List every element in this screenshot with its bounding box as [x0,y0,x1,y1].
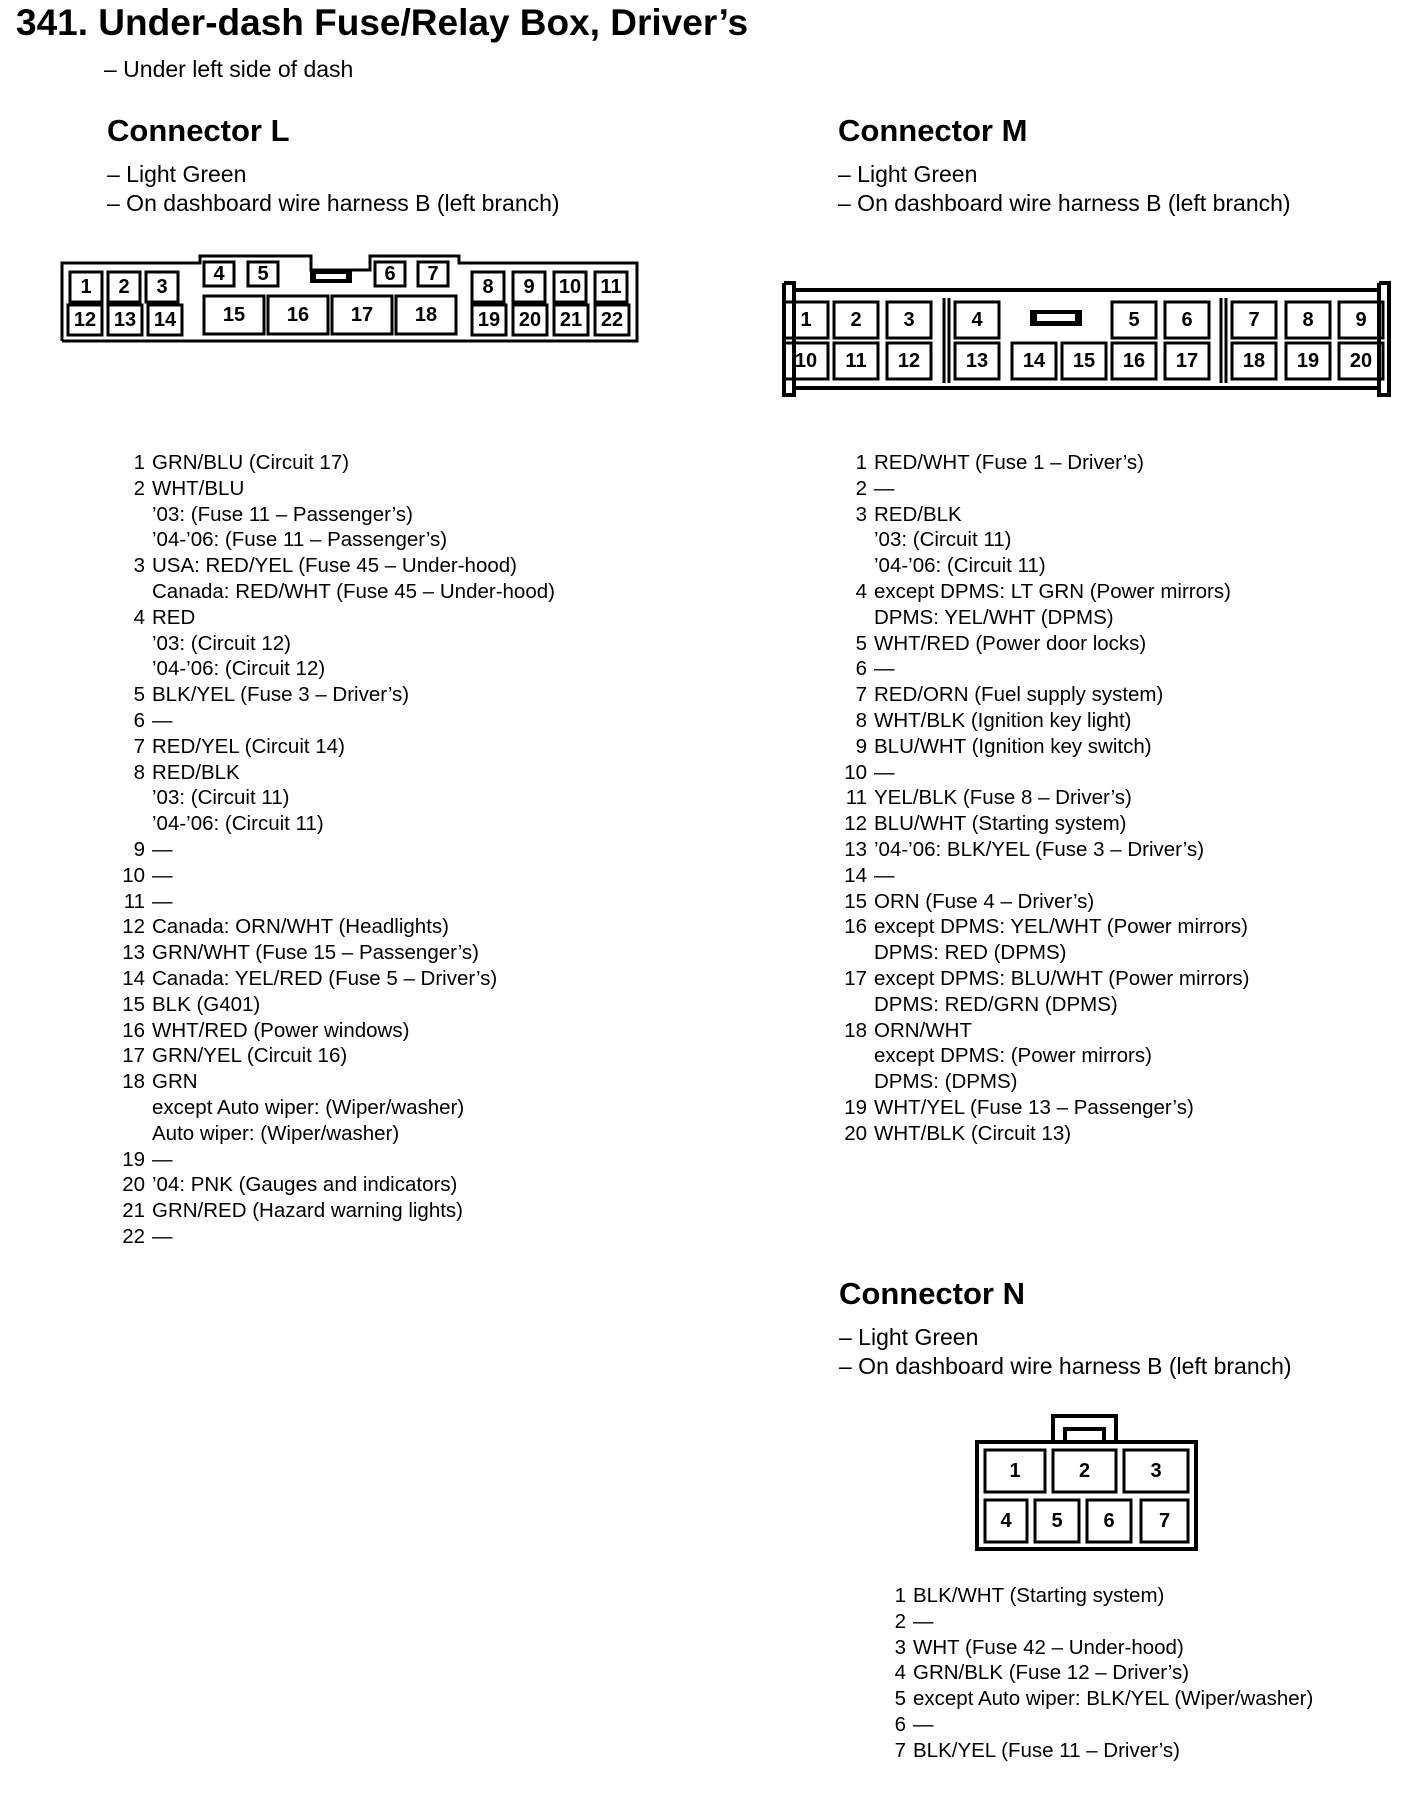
connector-l-pin-label: 11 [600,276,622,298]
pin-description-line: USA: RED/YEL (Fuse 45 – Under-hood) [152,554,517,578]
connector-n-pin-label: 1 [1009,1460,1021,1482]
pin-number: 6 [894,1712,906,1736]
pin-description-line: ’04: PNK (Gauges and indicators) [152,1173,458,1197]
pin-description-line: DPMS: RED/GRN (DPMS) [874,992,1118,1016]
page-subtitle: – Under left side of dash [104,56,354,82]
pin-description-line: WHT/RED (Power windows) [152,1018,410,1042]
connector-m-pin-label: 4 [971,309,983,331]
pin-number: 8 [133,760,145,784]
pin-entry [872,1609,1313,1635]
pin-number: 1 [894,1584,906,1607]
pin-description [913,1583,1164,1609]
connector-m-pin-label: 14 [1022,350,1046,372]
connector-m-pin-label: 9 [1355,309,1367,331]
connector-n-pin-label: 5 [1051,1510,1063,1532]
connector-l-pin-label: 10 [558,276,582,298]
pin-number: 11 [845,786,867,810]
pin-description [913,1712,934,1738]
pin-description-line: YEL/BLK (Fuse 8 – Driver’s) [874,786,1132,810]
pin-description-line: ’03: (Circuit 12) [152,631,291,655]
connector-n-pin-label: 2 [1078,1460,1091,1482]
connector-l-location: – On dashboard wire harness B (left branch) [107,190,560,216]
pin-entry [872,1635,1313,1661]
pin-description-line: GRN/BLU (Circuit 17) [152,451,350,474]
pin-number: 10 [844,760,867,784]
pin-number: 12 [844,812,867,836]
connector-m-pin-label: 8 [1302,309,1314,331]
pin-description-line: — [913,1609,934,1633]
pin-description-line: GRN/WHT (Fuse 15 – Passenger’s) [152,941,479,965]
pin-number: 7 [855,683,867,707]
pin-number: 19 [122,1147,145,1171]
connector-m-pin-label: 6 [1181,309,1193,331]
pin-description-line: ORN/WHT [874,1018,972,1042]
connector-l-pin-label: 12 [73,309,97,331]
pin-number: 2 [894,1609,906,1633]
pin-entry [872,1738,1313,1764]
pin-description-line: Canada: ORN/WHT (Headlights) [152,915,449,939]
connector-m-color: – Light Green [838,161,978,187]
pin-description-line: WHT/BLU [152,476,245,500]
pin-description-line: BLK/YEL (Fuse 11 – Driver’s) [913,1738,1180,1762]
pin-number: 5 [855,631,867,655]
pin-description-line: except DPMS: LT GRN (Power mirrors) [874,579,1231,603]
pin-number: 13 [844,837,867,861]
connector-l-pin-label: 17 [350,304,374,326]
pin-number: 10 [122,863,145,887]
connector-l-pin-label: 21 [559,309,583,331]
pin-number: 3 [894,1635,906,1659]
connector-n-pin-label: 6 [1103,1510,1115,1532]
pin-number: 5 [133,683,145,707]
pin-number: 16 [844,915,867,939]
pin-entry [872,1686,1313,1712]
pin-entry [872,1583,1313,1609]
pin-number: 15 [844,889,867,913]
pin-number: 19 [844,1095,867,1119]
pin-number: 14 [122,966,145,990]
pin-description-line: ’04-’06: (Circuit 11) [152,812,324,836]
pin-number: 12 [122,915,145,939]
connector-l-pin-label: 19 [477,309,501,331]
pin-description-line: Canada: YEL/RED (Fuse 5 – Driver’s) [152,966,498,990]
connector-n-pin-list [872,1583,1313,1764]
pin-number: 2 [133,476,145,500]
pin-description-line: — [152,1147,173,1171]
pin-description [913,1635,1184,1661]
pin-description-line: — [874,760,895,784]
pin-description-line: ’03: (Fuse 11 – Passenger’s) [152,502,413,526]
connector-m-pin-label: 19 [1296,350,1320,372]
pin-number: 18 [122,1070,145,1094]
pin-description-line: GRN [152,1070,198,1094]
pin-description-line: DPMS: RED (DPMS) [874,941,1067,965]
connector-l-pin-label: 22 [600,309,624,331]
pin-number: 17 [122,1044,145,1068]
connector-n-location: – On dashboard wire harness B (left branch) [839,1353,1292,1379]
connector-n-pin-label: 4 [1000,1510,1012,1532]
connector-l-pin-label: 14 [153,309,177,331]
pin-description-line: DPMS: YEL/WHT (DPMS) [874,605,1114,629]
pin-description-line: WHT/YEL (Fuse 13 – Passenger’s) [874,1095,1194,1119]
connector-l-pin-label: 9 [523,276,535,298]
pin-description [913,1609,934,1635]
connector-m-pin-label: 17 [1175,350,1199,372]
pin-description-line: — [152,863,173,887]
connector-m-pin-label: 11 [845,350,867,372]
pin-number: 16 [122,1018,145,1042]
connector-l-pin-label: 2 [118,276,130,298]
connector-m-pin-label: 10 [794,350,818,372]
pin-description-line: RED/BLK [874,502,962,526]
pin-entry [872,1712,1313,1738]
pin-number: 22 [122,1224,145,1248]
pin-number: 14 [844,863,867,887]
connector-n-heading: Connector N [839,1276,1025,1311]
connector-l-pin-label: 6 [384,263,396,285]
pin-number: 9 [133,837,145,861]
pin-description-line: RED/WHT (Fuse 1 – Driver’s) [874,451,1144,474]
pin-number: 15 [122,992,145,1016]
pin-description-line: — [152,1224,173,1248]
pin-number: 3 [133,554,145,578]
pin-number: 11 [123,889,145,913]
pin-number: 4 [855,579,867,603]
connector-l-pin-label: 8 [482,276,494,298]
pin-description-line: RED/BLK [152,760,240,784]
pin-description-line: BLK (G401) [152,992,261,1016]
pin-number: 6 [133,708,145,732]
pin-description-line: WHT (Fuse 42 – Under-hood) [913,1635,1184,1659]
pin-description-line: BLK/WHT (Starting system) [913,1584,1165,1607]
pin-description-line: GRN/BLK (Fuse 12 – Driver’s) [913,1661,1190,1685]
connector-l-color: – Light Green [107,161,247,187]
connector-l-pin-label: 5 [257,263,269,285]
pin-description [913,1686,1313,1712]
connector-l-pin-label: 4 [213,263,225,285]
connector-m-pin-label: 5 [1128,309,1140,331]
pin-number: 13 [122,941,145,965]
pin-number: 1 [855,451,867,474]
pin-description-line: — [152,889,173,913]
pin-number: 8 [855,708,867,732]
pin-description-line: — [874,863,895,887]
pin-description-line: ’03: (Circuit 11) [874,528,1012,552]
pin-description-line: ’04-’06: (Circuit 11) [874,554,1046,578]
pin-description-line: RED/ORN (Fuel supply system) [874,683,1164,707]
connector-m-pin-label: 20 [1349,350,1373,372]
pin-description-line: except DPMS: YEL/WHT (Power mirrors) [874,915,1249,939]
pin-number: 20 [122,1173,145,1197]
pin-description-line: — [913,1712,934,1736]
connector-l-pin-label: 13 [113,309,137,331]
connector-l-pin-label: 1 [80,276,92,298]
connector-l-pin-label: 16 [286,304,310,326]
connector-n-pin-label: 3 [1150,1460,1162,1482]
pin-description-line: except DPMS: (Power mirrors) [874,1044,1152,1068]
connector-l-heading: Connector L [107,113,290,148]
connector-n-pin-label: 7 [1158,1510,1171,1532]
pin-description-line: ’04-’06: (Fuse 11 – Passenger’s) [152,528,448,552]
pin-number: 7 [894,1738,906,1762]
pin-description-line: GRN/RED (Hazard warning lights) [152,1199,464,1223]
pin-description-line: except Auto wiper: (Wiper/washer) [152,1095,465,1119]
connector-m-pin-label: 1 [800,309,812,331]
pin-description-line: except DPMS: BLU/WHT (Power mirrors) [874,966,1250,990]
connector-m-location: – On dashboard wire harness B (left branch) [838,190,1291,216]
pin-description-line: RED [152,605,196,629]
pin-number: 5 [894,1687,906,1711]
pin-number: 4 [133,605,145,629]
pin-description-line: ORN (Fuse 4 – Driver’s) [874,889,1095,913]
connector-m-pin-label: 12 [897,350,921,372]
connector-m-pin-label: 16 [1122,350,1146,372]
pin-description-line: except Auto wiper: BLK/YEL (Wiper/washer) [913,1687,1314,1711]
pin-description-line: BLK/YEL (Fuse 3 – Driver’s) [152,683,410,707]
page-title: 341. Under-dash Fuse/Relay Box, Driver’s [16,2,749,43]
pin-description-line: DPMS: (DPMS) [874,1070,1018,1094]
pin-number: 7 [133,734,145,758]
pin-description-line: ’04-’06: (Circuit 12) [152,657,326,681]
pin-number: 3 [855,502,867,526]
pin-description-line: RED/YEL (Circuit 14) [152,734,345,758]
connector-m-pin-label: 18 [1242,350,1266,372]
pin-description-line: Canada: RED/WHT (Fuse 45 – Under-hood) [152,579,555,603]
connector-m-pin-label: 3 [903,309,915,331]
pin-description-line: WHT/BLK (Circuit 13) [874,1121,1072,1145]
pin-number: 4 [894,1661,906,1685]
pin-description [913,1738,1180,1764]
pin-description [913,1660,1189,1686]
pin-description-line: BLU/WHT (Ignition key switch) [874,734,1152,758]
pin-description-line: BLU/WHT (Starting system) [874,812,1127,836]
pin-number: 20 [844,1121,867,1145]
pin-number: 21 [122,1199,145,1223]
pin-description-line: — [152,708,173,732]
pin-number: 2 [855,476,867,500]
pin-description-line: — [152,837,173,861]
pin-number: 9 [855,734,867,758]
pin-number: 6 [855,657,867,681]
connector-m-pin-label: 13 [965,350,989,372]
pin-number: 17 [844,966,867,990]
pin-description-line: — [874,476,895,500]
connector-l-pin-label: 15 [222,304,246,326]
pin-description-line: WHT/BLK (Ignition key light) [874,708,1132,732]
connector-l-pin-label: 7 [427,263,439,285]
pin-description-line: GRN/YEL (Circuit 16) [152,1044,348,1068]
pin-number: 18 [844,1018,867,1042]
connector-l-pin-label: 3 [156,276,168,298]
pin-description-line: WHT/RED (Power door locks) [874,631,1147,655]
connector-l-pin-label: 18 [414,304,438,326]
pin-number: 1 [133,451,145,474]
connector-m-pin-label: 2 [850,309,862,331]
pin-description-line: Auto wiper: (Wiper/washer) [152,1121,400,1145]
connector-m-pin-label: 15 [1072,350,1096,372]
pin-description-line: ’03: (Circuit 11) [152,786,290,810]
connector-m-pin-label: 7 [1248,309,1260,331]
connector-m-heading: Connector M [838,113,1028,148]
pin-description-line: ’04-’06: BLK/YEL (Fuse 3 – Driver’s) [874,837,1205,861]
connector-n-color: – Light Green [839,1324,979,1350]
pin-description-line: — [874,657,895,681]
pin-entry [872,1660,1313,1686]
connector-l-pin-label: 20 [518,309,542,331]
